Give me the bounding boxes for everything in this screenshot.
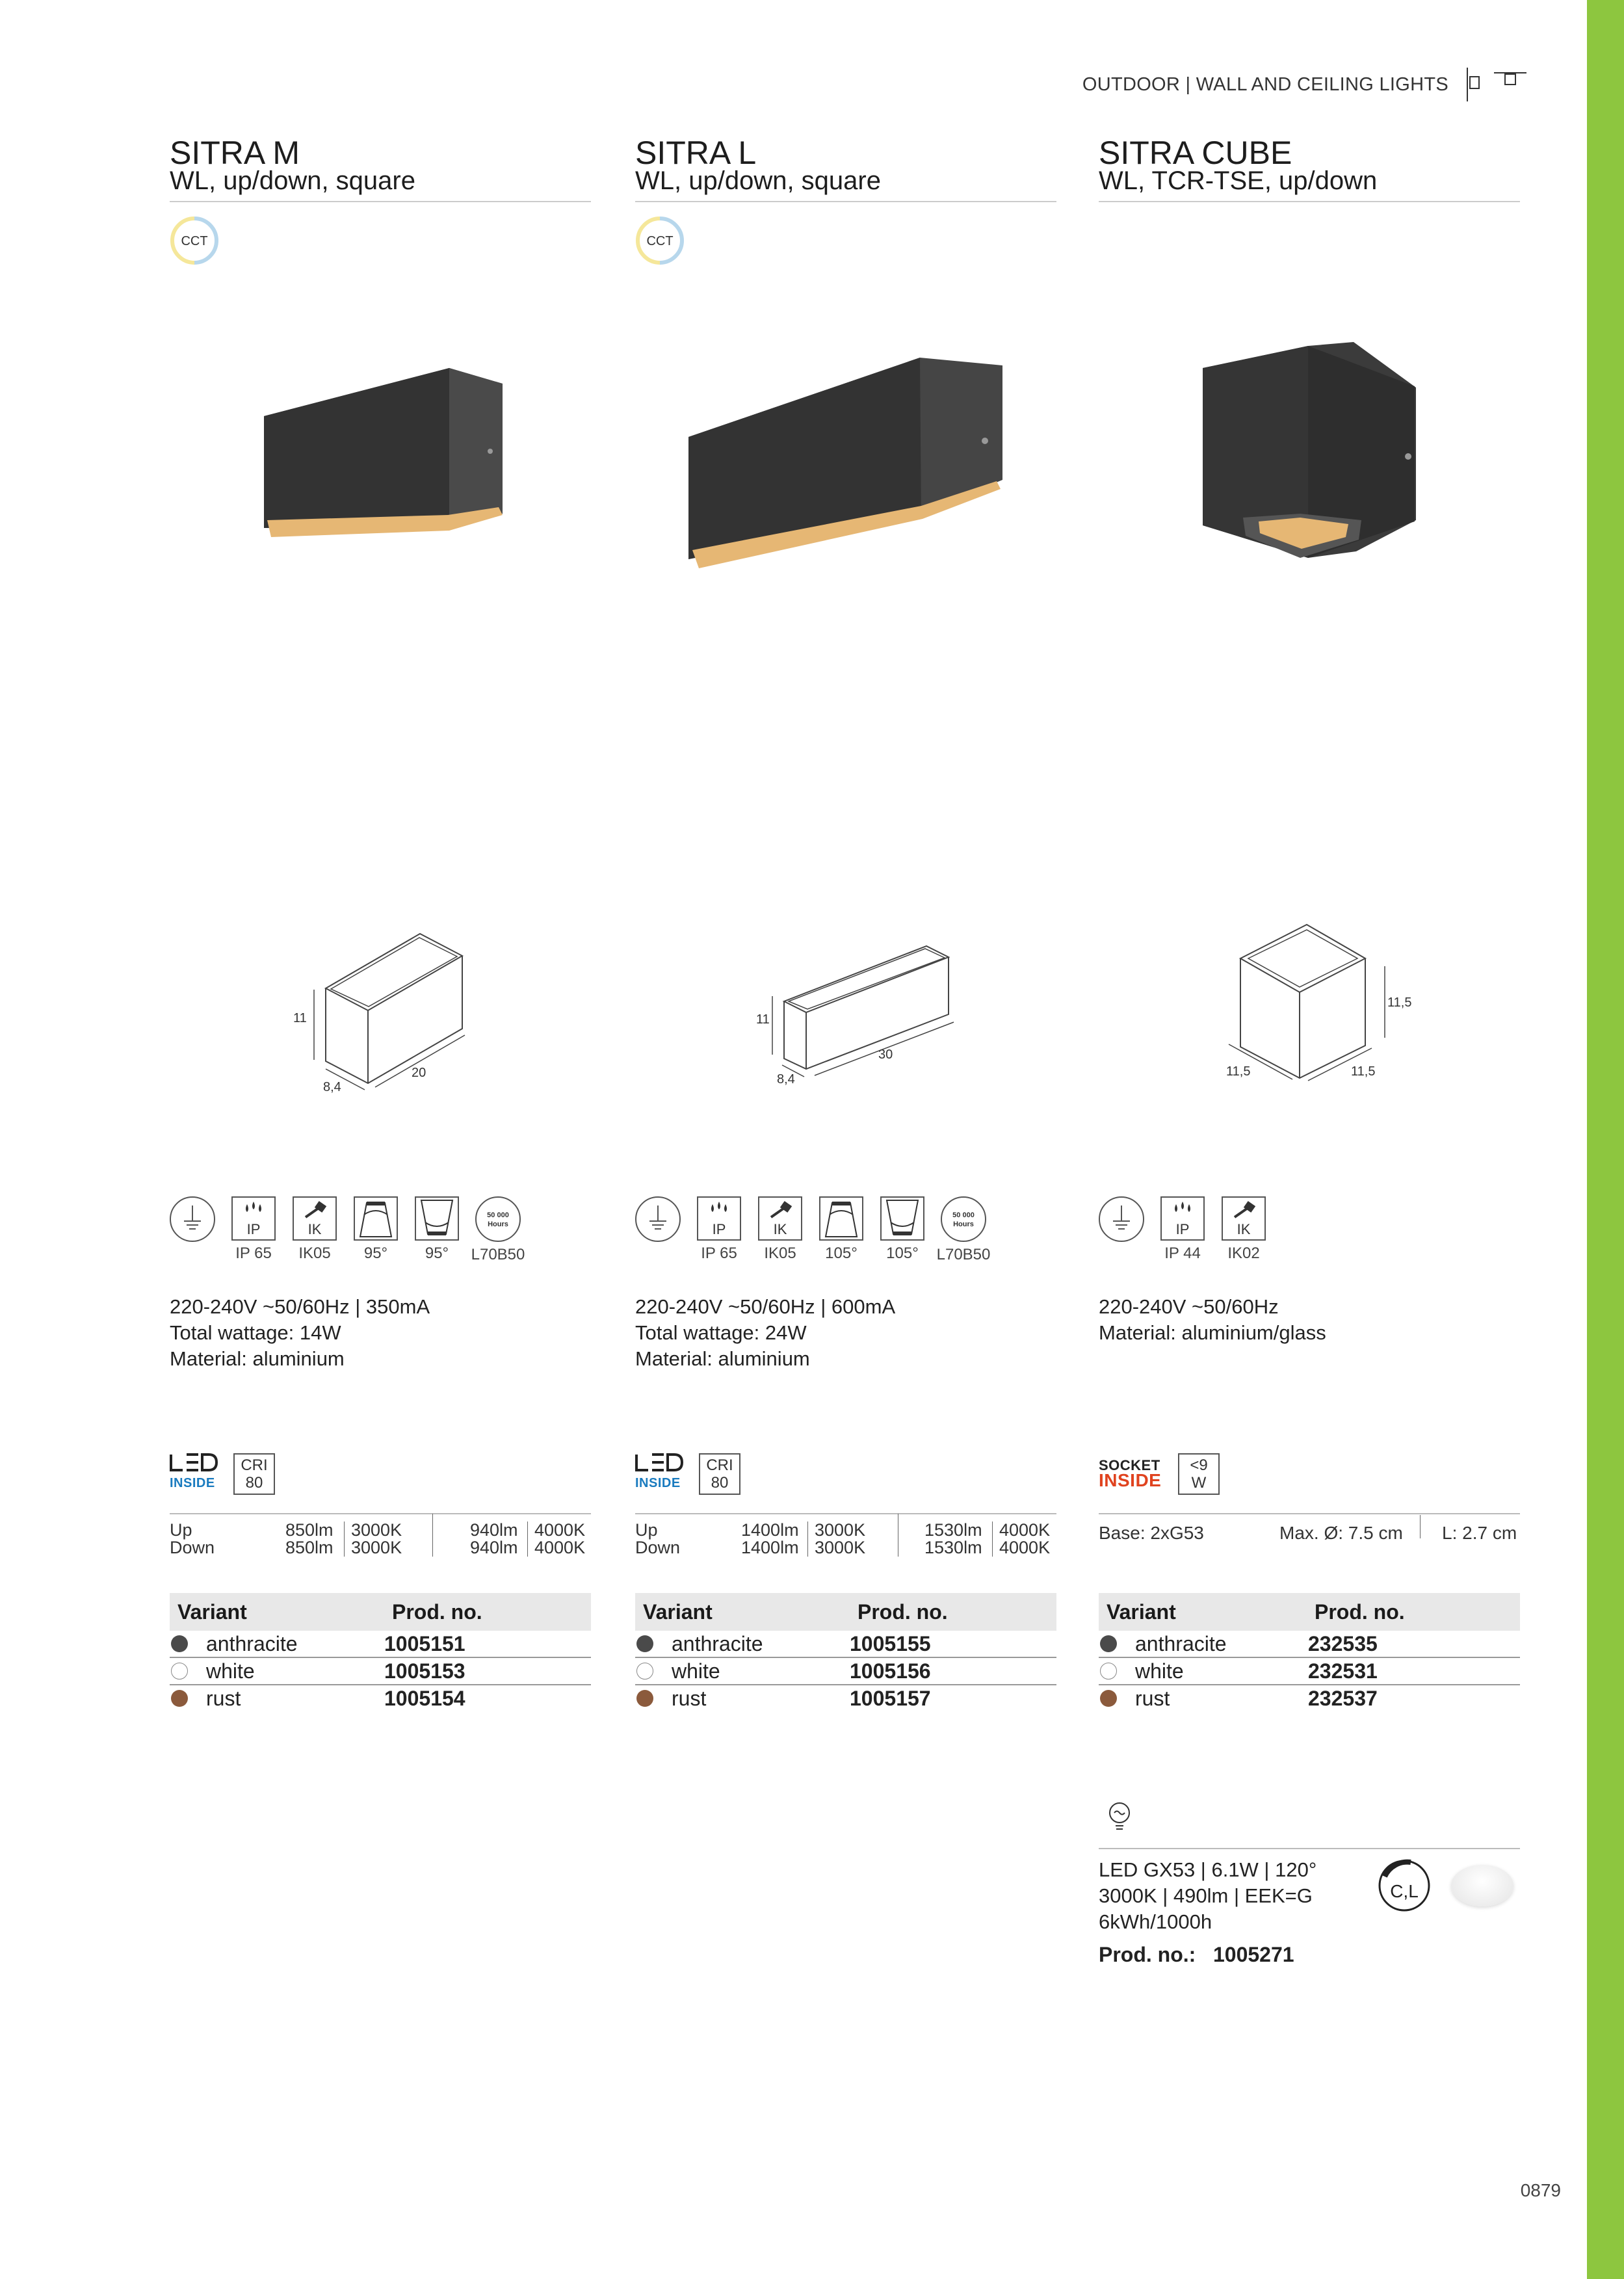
svg-text:C,L: C,L bbox=[1390, 1881, 1419, 1901]
divider bbox=[1099, 1513, 1520, 1514]
table-row: white 1005156 bbox=[635, 1658, 1056, 1685]
height-label: 11 bbox=[756, 1012, 770, 1027]
table-row: anthracite 1005151 bbox=[170, 1631, 591, 1658]
product-title: SITRA M bbox=[170, 135, 300, 171]
cri-badge: CRI 80 bbox=[699, 1453, 740, 1495]
lamp-specs: LED GX53 | 6.1W | 120° 3000K | 490lm | EEK=G 6kWh/1000h bbox=[1099, 1858, 1317, 1933]
width-label: 20 bbox=[412, 1066, 426, 1080]
table-row: white 1005153 bbox=[170, 1658, 591, 1685]
divider bbox=[635, 1513, 1056, 1514]
socket-inside-icon: SOCKET INSIDE bbox=[1099, 1457, 1162, 1490]
divider bbox=[170, 1513, 591, 1514]
specifications: 220-240V ~50/60Hz Material: aluminium/glass bbox=[1099, 1295, 1326, 1344]
table-header: Variant Prod. no. bbox=[170, 1593, 591, 1631]
table-row: rust 232537 bbox=[1099, 1685, 1520, 1711]
led-inside-icon: INSIDE bbox=[170, 1453, 218, 1491]
lumen-row-up: Up 1400lm 3000K 1530lm 4000K bbox=[635, 1520, 1051, 1540]
ik-icon bbox=[293, 1196, 337, 1241]
beam-angle-up-icon bbox=[819, 1196, 863, 1241]
protection-class-icon bbox=[635, 1196, 681, 1242]
beam-angle-down-icon bbox=[880, 1196, 924, 1241]
specifications: 220-240V ~50/60Hz | 350mA Total wattage: 14W Material: aluminium bbox=[170, 1295, 430, 1370]
table-header: Variant Prod. no. bbox=[635, 1593, 1056, 1631]
product-title: SITRA CUBE bbox=[1099, 135, 1292, 171]
lumen-row-up: Up 850lm 3000K 940lm 4000K bbox=[170, 1520, 586, 1540]
specifications: 220-240V ~50/60Hz | 600mA Total wattage: 24W Material: aluminium bbox=[635, 1295, 896, 1370]
lumen-row-down: Down 850lm 3000K 940lm 4000K bbox=[170, 1538, 586, 1557]
divider bbox=[635, 201, 1056, 202]
depth-label: 8,4 bbox=[777, 1072, 795, 1087]
protection-class-icon bbox=[170, 1196, 215, 1242]
beam-angle-up-icon bbox=[354, 1196, 398, 1241]
divider bbox=[1099, 1848, 1520, 1849]
cct-icon bbox=[170, 216, 219, 265]
variant-table bbox=[1099, 1593, 1520, 1711]
spec-icons: IP IP 65 IK IK05 105° 105° 50 000 Hours L70B50 bbox=[635, 1196, 986, 1264]
depth-label: 11,5 bbox=[1226, 1064, 1251, 1079]
svg-text:Hours: Hours bbox=[953, 1220, 974, 1228]
quality-badges bbox=[170, 1453, 275, 1495]
lifetime-icon bbox=[941, 1196, 986, 1242]
svg-text:Hours: Hours bbox=[488, 1220, 508, 1228]
svg-text:IK: IK bbox=[1237, 1221, 1251, 1237]
width-label: 11,5 bbox=[1351, 1064, 1376, 1079]
lamp-photo bbox=[1451, 1865, 1513, 1906]
table-row: anthracite 232535 bbox=[1099, 1631, 1520, 1658]
wattage-badge: <9 W bbox=[1178, 1453, 1220, 1495]
dimension-drawing bbox=[170, 910, 591, 1105]
table-row: anthracite 1005155 bbox=[635, 1631, 1056, 1658]
quality-badges bbox=[1099, 1453, 1220, 1495]
section-title: OUTDOOR | WALL AND CEILING LIGHTS bbox=[1082, 73, 1448, 95]
svg-text:IP: IP bbox=[246, 1221, 261, 1237]
luminous-flux-table bbox=[170, 1522, 591, 1557]
product-title: SITRA L bbox=[635, 135, 757, 171]
table-header: Variant Prod. no. bbox=[1099, 1593, 1520, 1631]
variant-table bbox=[635, 1593, 1056, 1711]
lightbulb-icon bbox=[1107, 1801, 1133, 1834]
product-photo bbox=[635, 325, 1056, 598]
lifetime-icon bbox=[475, 1196, 521, 1242]
ceiling-light-icon bbox=[1494, 68, 1526, 94]
dimension-drawing bbox=[1099, 910, 1520, 1105]
svg-text:IK: IK bbox=[308, 1221, 322, 1237]
height-label: 11,5 bbox=[1387, 995, 1412, 1010]
cri-badge: CRI 80 bbox=[233, 1453, 275, 1495]
product-subtitle: WL, up/down, square bbox=[170, 166, 415, 195]
protection-class-icon bbox=[1099, 1196, 1144, 1242]
product-photo bbox=[170, 325, 591, 598]
wall-light-icon bbox=[1465, 68, 1482, 101]
depth-label: 8,4 bbox=[323, 1080, 341, 1094]
dimmable-icon bbox=[1377, 1858, 1432, 1913]
cct-label: CCT bbox=[181, 234, 208, 248]
table-row: rust 1005157 bbox=[635, 1685, 1056, 1711]
ik-icon bbox=[1222, 1196, 1266, 1241]
ip-icon bbox=[231, 1196, 276, 1241]
lumen-row-down: Down 1400lm 3000K 1530lm 4000K bbox=[635, 1538, 1051, 1557]
beam-angle-down-icon bbox=[415, 1196, 459, 1241]
lamp-prod-no: Prod. no.: 1005271 bbox=[1099, 1943, 1294, 1966]
svg-text:IK: IK bbox=[773, 1221, 787, 1237]
height-label: 11 bbox=[293, 1011, 307, 1025]
product-subtitle: WL, up/down, square bbox=[635, 166, 881, 195]
product-photo bbox=[1099, 325, 1520, 598]
ip-icon bbox=[697, 1196, 741, 1241]
ik-icon bbox=[758, 1196, 802, 1241]
variant-table bbox=[170, 1593, 591, 1711]
svg-text:IP: IP bbox=[1175, 1221, 1190, 1237]
spec-icons: IP IP 44 IK IK02 bbox=[1099, 1196, 1266, 1263]
dimension-drawing bbox=[635, 910, 1056, 1105]
quality-badges bbox=[635, 1453, 740, 1495]
led-inside-icon: INSIDE bbox=[635, 1453, 683, 1491]
svg-text:50 000: 50 000 bbox=[487, 1211, 509, 1219]
cct-icon bbox=[635, 216, 685, 265]
width-label: 30 bbox=[878, 1047, 893, 1062]
table-row: white 232531 bbox=[1099, 1658, 1520, 1685]
luminous-flux-table bbox=[635, 1522, 1056, 1557]
side-accent-bar bbox=[1587, 0, 1624, 2279]
divider bbox=[170, 201, 591, 202]
divider bbox=[1099, 201, 1520, 202]
svg-text:IP: IP bbox=[712, 1221, 726, 1237]
table-row: rust 1005154 bbox=[170, 1685, 591, 1711]
product-subtitle: WL, TCR-TSE, up/down bbox=[1099, 166, 1378, 195]
page-number: 0879 bbox=[1520, 2180, 1561, 2200]
spec-icons: IP IP 65 IK IK05 95° 95° 50 000 Hours L70B50 bbox=[170, 1196, 521, 1264]
section-header bbox=[1082, 68, 1526, 101]
cct-label: CCT bbox=[646, 234, 674, 248]
ip-icon bbox=[1160, 1196, 1205, 1241]
svg-text:50 000: 50 000 bbox=[952, 1211, 975, 1219]
